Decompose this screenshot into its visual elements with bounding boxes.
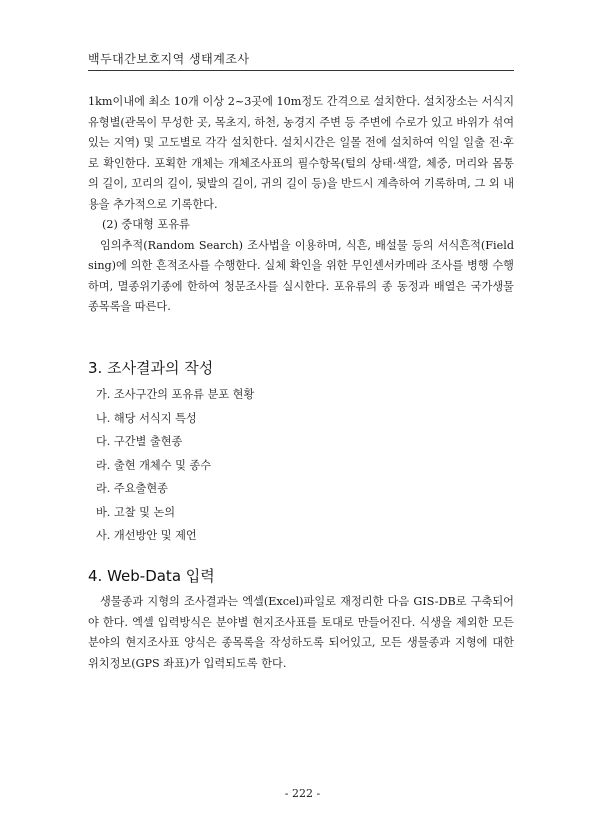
paragraph-trap-setup: 1km이내에 최소 10개 이상 2~3곳에 10m정도 간격으로 설치한다. 설치장소는 서식지유형별(관목이 무성한 곳, 목초지, 하천, 농경지 주변 등 주변에 수로가 있고 바위가 섞여 있는 지역) 및 고도별로 각각 설치한다. 설치시간은 일몰 전에 설치하여 익일 일출 전·후로 확인한다. 포획한 개체는 개체조사표의 필수항목(털의 상태·색깔, 체중, 머리와 몸통의 길이, 꼬리의 길이, 뒷발의 길이, 귀의 길이 등)을 반드시 계측하여 기록하며, 그 외 내용을 추가적으로 기록한다. xyxy=(88,95,514,211)
section-3-list xyxy=(96,383,254,548)
list-item: 바. 고찰 및 논의 xyxy=(96,505,176,519)
section-3-heading: 3. 조사결과의 작성 xyxy=(88,359,214,377)
list-item: 사. 개선방안 및 제언 xyxy=(96,529,197,542)
section-4-heading: 4. Web-Data 입력 xyxy=(88,567,215,585)
page-number: - 222 - xyxy=(284,787,321,800)
list-item: 라. 출현 개체수 및 종수 xyxy=(96,458,212,472)
running-header: 백두대간보호지역 생태계조사 xyxy=(88,50,514,71)
paragraph-random-search: 임의추적(Random Search) 조사법을 이용하며, 식흔, 배설물 등의 서식흔적(Field sing)에 의한 흔적조사를 수행한다. 실체 확인을 위한 무인센서카메라 조사를 병행 수행하며, 멸종위기종에 한하여 청문조사를 실시한다. 포유류의 종 동정과 배열은 국가생물종목록을 따른다. xyxy=(88,238,514,313)
paragraph-web-data: 생물종과 지형의 조사결과는 엑셀(Excel)파일로 재정리한 다음 GIS-DB로 구축되어야 한다. 엑셀 입력방식은 분야별 현지조사표를 토대로 만들어진다. 식생을 제외한 모든 분야의 현지조사표 양식은 종목록을 작성하도록 되어있고, 모든 생물종과 지형에 대한 위치정보(GPS 좌표)가 입력되도록 한다. xyxy=(88,595,514,670)
body-text xyxy=(88,92,514,318)
list-item: 다. 구간별 출현종 xyxy=(96,435,183,448)
subheading-medium-large-mammals: (2) 중대형 포유류 xyxy=(102,218,190,231)
list-item: 가. 조사구간의 포유류 분포 현황 xyxy=(96,388,255,401)
list-item: 라. 주요출현종 xyxy=(96,482,168,495)
list-item: 나. 해당 서식지 특성 xyxy=(96,411,197,425)
